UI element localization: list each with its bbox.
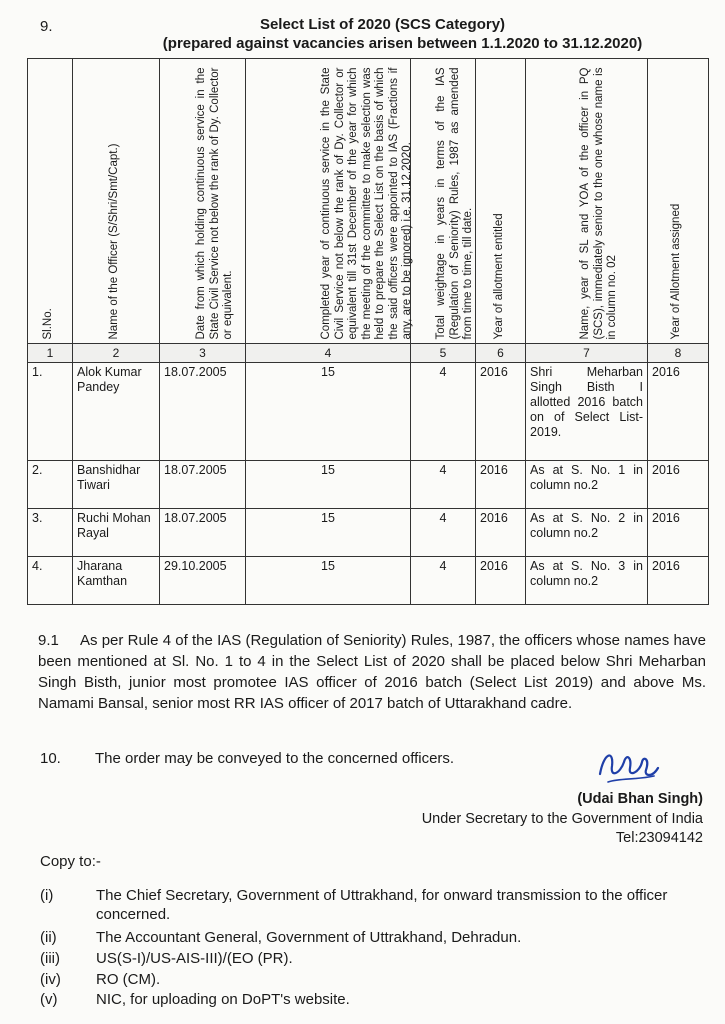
header-service-date: Date from which holding continuous service in the State Civil Service not below the rank of Dy. Collector or equivalent. <box>160 59 246 344</box>
paragraph-10-text: The order may be conveyed to the concerned officers. <box>95 750 455 767</box>
handwritten-signature <box>590 744 670 790</box>
cell-completed: 15 <box>246 557 411 605</box>
cell-name: Jharana Kamthan <box>73 557 160 605</box>
cell-sl: 1. <box>28 363 73 461</box>
table-row <box>28 509 709 557</box>
column-number: 5 <box>411 344 476 363</box>
signatory-designation: Under Secretary to the Government of India <box>421 811 703 827</box>
column-number: 4 <box>246 344 411 363</box>
cell-date: 29.10.2005 <box>160 557 246 605</box>
section-number: 9. <box>40 18 53 35</box>
cell-weightage: 4 <box>411 509 476 557</box>
copy-to-text: The Chief Secretary, Government of Uttrakhand, for onward transmission to the officer concerned. <box>96 887 668 923</box>
cell-senior: Shri Meharban Singh Bisth I allotted 2016 batch on of Select List-2019. <box>526 363 648 461</box>
header-senior-officer: Name, year of SL and YOA of the officer in PQ (SCS), immediately senior to the one whose name is in column no. 02 <box>526 59 648 344</box>
copy-to-number: (iii) <box>40 950 60 967</box>
table-row <box>28 557 709 605</box>
signatory-name: (Udai Bhan Singh) <box>577 791 703 807</box>
table-row <box>28 461 709 509</box>
cell-completed: 15 <box>246 509 411 557</box>
paragraph-10-number: 10. <box>40 750 61 767</box>
header-total-weightage: Total weightage in years in terms of the IAS (Regulation of Seniority) Rules, 1987 as amended from time to time, till date. <box>411 59 476 344</box>
cell-assigned: 2016 <box>648 363 709 461</box>
cell-assigned: 2016 <box>648 557 709 605</box>
table-header-row <box>28 59 709 344</box>
column-number-row <box>28 344 709 363</box>
copy-to-number: (iv) <box>40 971 61 988</box>
copy-to-item <box>40 949 708 968</box>
header-completed-years: Completed year of continuous service in the State Civil Service not below the rank of Dy. Collector or equivalent till 31st December of the year for which the meeting of the committee to make selection was held to prepare the Select List on the basis of which the said officers were appointed to IAS (Fractions if any, are to be ignored) i.e. 31.12.2020. <box>246 59 411 344</box>
cell-completed: 15 <box>246 461 411 509</box>
cell-name: Ruchi Mohan Rayal <box>73 509 160 557</box>
cell-weightage: 4 <box>411 363 476 461</box>
cell-assigned: 2016 <box>648 509 709 557</box>
copy-to-item <box>40 886 708 926</box>
cell-completed: 15 <box>246 363 411 461</box>
cell-entitled: 2016 <box>476 509 526 557</box>
paragraph-9-1: 9.1 As per Rule 4 of the IAS (Regulation of Seniority) Rules, 1987, the officers whose names have been mentioned at Sl. No. 1 to 4 in the Select List of 2020 shall be placed below Shri Meharban Singh Bisth, junior most promotee IAS officer of 2016 batch (Select List 2019) and above Ms. Namami Bansal, senior most RR IAS officer of 2017 batch of Uttarakhand cadre. <box>38 632 706 712</box>
copy-to-item <box>40 928 708 947</box>
cell-entitled: 2016 <box>476 363 526 461</box>
cell-assigned: 2016 <box>648 461 709 509</box>
column-number: 2 <box>73 344 160 363</box>
header-officer-name: Name of the Officer (S/Shri/Smt/Capt.) <box>73 59 160 344</box>
cell-date: 18.07.2005 <box>160 509 246 557</box>
header-allotment-entitled: Year of allotment entitled <box>476 59 526 344</box>
select-list-table <box>27 58 709 605</box>
column-number: 7 <box>526 344 648 363</box>
cell-sl: 2. <box>28 461 73 509</box>
cell-entitled: 2016 <box>476 461 526 509</box>
cell-date: 18.07.2005 <box>160 461 246 509</box>
copy-to-text: RO (CM). <box>96 971 161 988</box>
copy-to-item <box>40 990 708 1009</box>
cell-weightage: 4 <box>411 461 476 509</box>
cell-name: Alok Kumar Pandey <box>73 363 160 461</box>
copy-to-number: (i) <box>40 887 54 904</box>
copy-to-item <box>40 970 708 989</box>
cell-weightage: 4 <box>411 557 476 605</box>
cell-name: Banshidhar Tiwari <box>73 461 160 509</box>
document-subtitle: (prepared against vacancies arisen between 1.1.2020 to 31.12.2020) <box>162 35 643 52</box>
header-sl-no: Sl.No. <box>28 59 73 344</box>
copy-to-text: The Accountant General, Government of Uttrakhand, Dehradun. <box>96 929 522 946</box>
cell-sl: 3. <box>28 509 73 557</box>
cell-senior: As at S. No. 3 in column no.2 <box>526 557 648 605</box>
document-title: Select List of 2020 (SCS Category) <box>259 16 506 33</box>
column-number: 6 <box>476 344 526 363</box>
column-number: 8 <box>648 344 709 363</box>
cell-senior: As at S. No. 1 in column no.2 <box>526 461 648 509</box>
copy-to-text: NIC, for uploading on DoPT's website. <box>96 991 350 1008</box>
cell-sl: 4. <box>28 557 73 605</box>
copy-to-number: (v) <box>40 991 58 1008</box>
cell-entitled: 2016 <box>476 557 526 605</box>
table-row <box>28 363 709 461</box>
column-number: 3 <box>160 344 246 363</box>
cell-date: 18.07.2005 <box>160 363 246 461</box>
copy-to-text: US(S-I)/US-AIS-III)/(EO (PR). <box>96 950 293 967</box>
copy-to-number: (ii) <box>40 929 57 946</box>
column-number: 1 <box>28 344 73 363</box>
signatory-telephone: Tel:23094142 <box>615 830 703 846</box>
copy-to-label: Copy to:- <box>40 853 101 870</box>
cell-senior: As at S. No. 2 in column no.2 <box>526 509 648 557</box>
header-allotment-assigned: Year of Allotment assigned <box>648 59 709 344</box>
